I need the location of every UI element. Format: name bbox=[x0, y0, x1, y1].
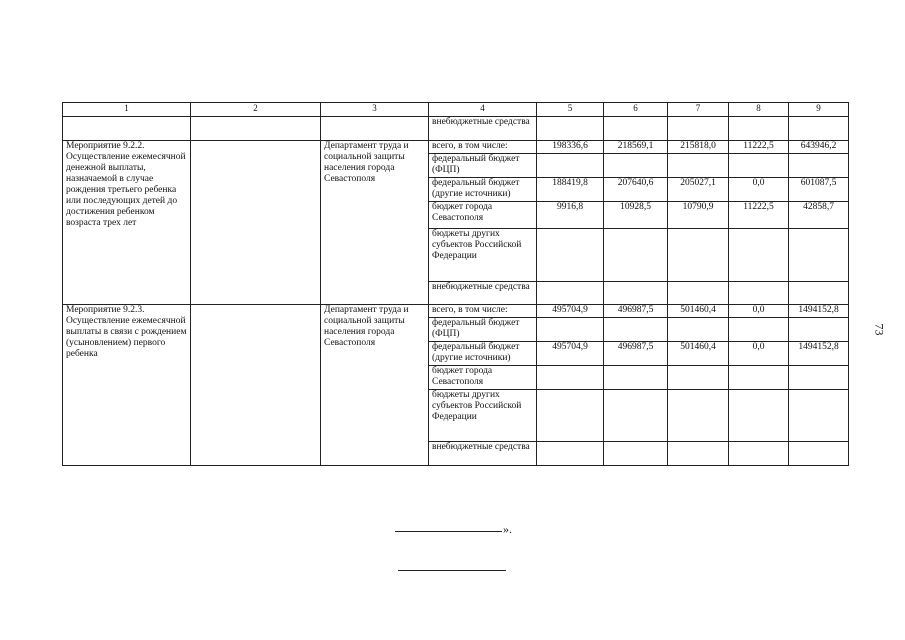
value-cell bbox=[537, 229, 604, 282]
value-cell bbox=[537, 318, 604, 342]
funding-source-cell: внебюджетные средства bbox=[429, 282, 537, 305]
value-cell: 1494152,8 bbox=[789, 342, 849, 366]
funding-source-cell: бюджет города Севастополя bbox=[429, 366, 537, 390]
value-cell bbox=[668, 442, 729, 466]
activity-cell bbox=[63, 117, 191, 141]
empty-cell bbox=[191, 117, 321, 141]
value-cell: 10928,5 bbox=[604, 202, 668, 229]
empty-cell bbox=[191, 305, 321, 466]
value-cell bbox=[537, 117, 604, 141]
value-cell bbox=[668, 229, 729, 282]
funding-source-cell: бюджеты других субъектов Российской Федерации bbox=[429, 390, 537, 442]
value-cell: 9916,8 bbox=[537, 202, 604, 229]
value-cell bbox=[668, 282, 729, 305]
value-cell: 495704,9 bbox=[537, 305, 604, 318]
value-cell bbox=[537, 442, 604, 466]
value-cell: 11222,5 bbox=[729, 202, 789, 229]
value-cell bbox=[789, 318, 849, 342]
value-cell: 198336,6 bbox=[537, 141, 604, 154]
value-cell bbox=[668, 318, 729, 342]
value-cell bbox=[604, 282, 668, 305]
page-number: 73 bbox=[872, 323, 887, 336]
value-cell bbox=[668, 390, 729, 442]
value-cell bbox=[729, 229, 789, 282]
value-cell bbox=[604, 229, 668, 282]
closing-quote-mark: ». bbox=[503, 522, 512, 536]
executor-9-2-2-cell: Департамент труда и социальной защиты населения города Севастополя bbox=[321, 141, 429, 305]
value-cell bbox=[668, 117, 729, 141]
value-cell: 495704,9 bbox=[537, 342, 604, 366]
funding-source-cell: федеральный бюджет (другие источники) bbox=[429, 178, 537, 202]
value-cell bbox=[604, 117, 668, 141]
value-cell bbox=[537, 390, 604, 442]
column-number-3: 3 bbox=[321, 103, 429, 117]
value-cell bbox=[604, 390, 668, 442]
funding-source-cell: бюджет города Севастополя bbox=[429, 202, 537, 229]
value-cell: 42858,7 bbox=[789, 202, 849, 229]
value-cell bbox=[789, 229, 849, 282]
column-number-2: 2 bbox=[191, 103, 321, 117]
table-row bbox=[63, 305, 849, 318]
value-cell bbox=[537, 366, 604, 390]
value-cell bbox=[729, 366, 789, 390]
value-cell bbox=[729, 154, 789, 178]
value-cell bbox=[789, 366, 849, 390]
value-cell: 11222,5 bbox=[729, 141, 789, 154]
funding-source-cell: федеральный бюджет (другие источники) bbox=[429, 342, 537, 366]
executor-9-2-3-cell: Департамент труда и социальной защиты населения города Севастополя bbox=[321, 305, 429, 466]
value-cell: 501460,4 bbox=[668, 342, 729, 366]
value-cell bbox=[604, 442, 668, 466]
table-row bbox=[63, 141, 849, 154]
value-cell: 496987,5 bbox=[604, 305, 668, 318]
value-cell bbox=[537, 154, 604, 178]
value-cell bbox=[729, 117, 789, 141]
value-cell bbox=[789, 442, 849, 466]
table-row bbox=[63, 117, 849, 141]
column-number-8: 8 bbox=[729, 103, 789, 117]
value-cell: 218569,1 bbox=[604, 141, 668, 154]
funding-source-cell: федеральный бюджет (ФЦП) bbox=[429, 154, 537, 178]
value-cell: 496987,5 bbox=[604, 342, 668, 366]
funding-source-cell: всего, в том числе: bbox=[429, 305, 537, 318]
funding-source-cell: внебюджетные средства bbox=[429, 117, 537, 141]
value-cell bbox=[668, 154, 729, 178]
value-cell: 205027,1 bbox=[668, 178, 729, 202]
value-cell: 188419,8 bbox=[537, 178, 604, 202]
value-cell bbox=[789, 117, 849, 141]
value-cell bbox=[789, 390, 849, 442]
activity-9-2-2-cell: Мероприятие 9.2.2. Осуществление ежемесячной денежной выплаты, назначаемой в случае рождения третьего ребенка или последующих детей до достижения ребенком возраста трех лет bbox=[63, 141, 191, 305]
value-cell: 1494152,8 bbox=[789, 305, 849, 318]
empty-cell bbox=[191, 141, 321, 305]
funding-source-cell: бюджеты других субъектов Российской Федерации bbox=[429, 229, 537, 282]
column-number-4: 4 bbox=[429, 103, 537, 117]
funding-table-container bbox=[62, 102, 848, 466]
column-number-6: 6 bbox=[604, 103, 668, 117]
executor-cell bbox=[321, 117, 429, 141]
value-cell bbox=[604, 366, 668, 390]
activity-9-2-3-cell: Мероприятие 9.2.3. Осуществление ежемесячной выплаты в связи с рождением (усыновлением) первого ребенка bbox=[63, 305, 191, 466]
value-cell: 207640,6 bbox=[604, 178, 668, 202]
funding-source-cell: федеральный бюджет (ФЦП) bbox=[429, 318, 537, 342]
value-cell: 601087,5 bbox=[789, 178, 849, 202]
funding-source-cell: внебюджетные средства bbox=[429, 442, 537, 466]
value-cell: 0,0 bbox=[729, 178, 789, 202]
value-cell: 215818,0 bbox=[668, 141, 729, 154]
column-number-1: 1 bbox=[63, 103, 191, 117]
value-cell bbox=[729, 318, 789, 342]
value-cell bbox=[789, 282, 849, 305]
value-cell: 501460,4 bbox=[668, 305, 729, 318]
header-row bbox=[63, 103, 849, 117]
value-cell: 0,0 bbox=[729, 305, 789, 318]
value-cell bbox=[789, 154, 849, 178]
column-number-7: 7 bbox=[668, 103, 729, 117]
value-cell bbox=[604, 154, 668, 178]
column-number-5: 5 bbox=[537, 103, 604, 117]
value-cell bbox=[604, 318, 668, 342]
signature-line bbox=[395, 531, 502, 532]
value-cell bbox=[729, 390, 789, 442]
value-cell bbox=[537, 282, 604, 305]
value-cell: 10790,9 bbox=[668, 202, 729, 229]
value-cell: 0,0 bbox=[729, 342, 789, 366]
value-cell: 643946,2 bbox=[789, 141, 849, 154]
value-cell bbox=[668, 366, 729, 390]
column-number-9: 9 bbox=[789, 103, 849, 117]
funding-source-cell: всего, в том числе: bbox=[429, 141, 537, 154]
funding-table bbox=[62, 102, 849, 466]
value-cell bbox=[729, 442, 789, 466]
value-cell bbox=[729, 282, 789, 305]
bottom-rule-line bbox=[398, 570, 506, 571]
